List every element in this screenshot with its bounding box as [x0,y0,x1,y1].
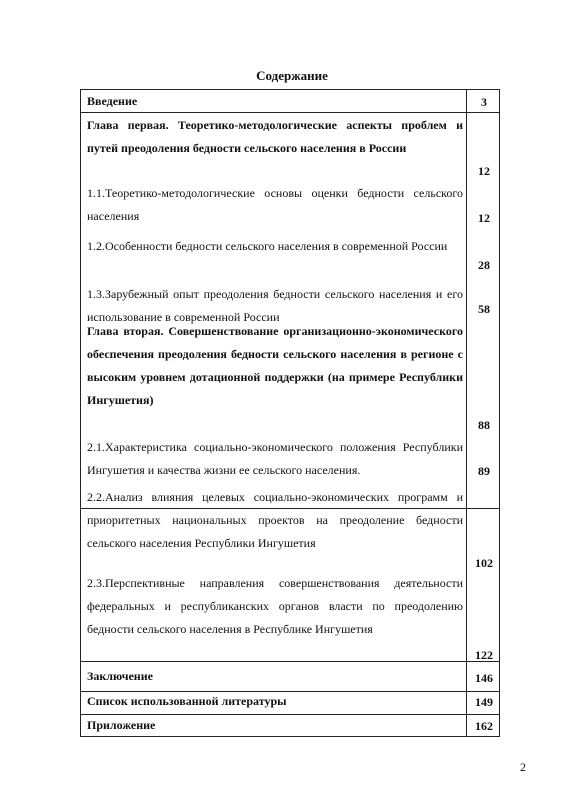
column-divider [466,90,467,736]
toc-page-number: 149 [475,695,493,709]
toc-entry-text: Глава вторая. Совершенствование организационно-экономического обеспечения преодоления бедности сельского населения в регионе с высоким уровнем дотационной поддержки (на примере Республики Ингушетия) [87,324,463,407]
toc-page-number: 162 [475,719,493,733]
toc-page-number: 102 [475,556,493,570]
toc-entry-text: Глава первая. Теоретико-методологические аспекты проблем и путей преодоления бедности сельского населения в России [87,118,463,155]
toc-page-number: 58 [478,302,490,316]
toc-entry-text: Приложение [87,718,156,732]
toc-entry-text: Введение [87,94,138,108]
toc-page-number: 146 [475,671,493,685]
toc-entry-text: 2.3.Перспективные направления совершенствования деятельности федеральных и республиканских органов власти по преодолению бедности сельского населения в Республике Ингушетия [87,576,463,636]
row-divider [81,661,499,662]
toc-page-number: 89 [478,464,490,478]
toc-page-number: 3 [481,95,487,109]
toc-entry-text: Список использованной литературы [87,694,287,708]
toc-table [80,89,500,737]
toc-title: Содержание [256,68,328,83]
toc-entry-text: 2.2.Анализ влияния целевых социально-экономических программ и приоритетных национальных проектов на преодоление бедности сельского населения Республики Ингушетия [87,490,463,550]
toc-entry-text: 1.2.Особенности бедности сельского населения в современной России [87,239,448,253]
toc-page-number: 28 [478,258,490,272]
page-number: 2 [520,760,526,774]
toc-entry-text: Заключение [87,669,153,683]
toc-page-number: 12 [478,211,490,225]
toc-page-number: 122 [475,648,493,662]
toc-entry-text: 2.1.Характеристика социально-экономического положения Республики Ингушетия и качества жизни ее сельского населения. [87,440,463,477]
toc-entry-text: 1.1.Теоретико-методологические основы оценки бедности сельского населения [87,186,463,223]
toc-page-number: 88 [478,418,490,432]
toc-entry-text: 1.3.Зарубежный опыт преодоления бедности сельского населения и его использование в современной России [87,287,463,324]
toc-page-number: 12 [478,164,490,178]
